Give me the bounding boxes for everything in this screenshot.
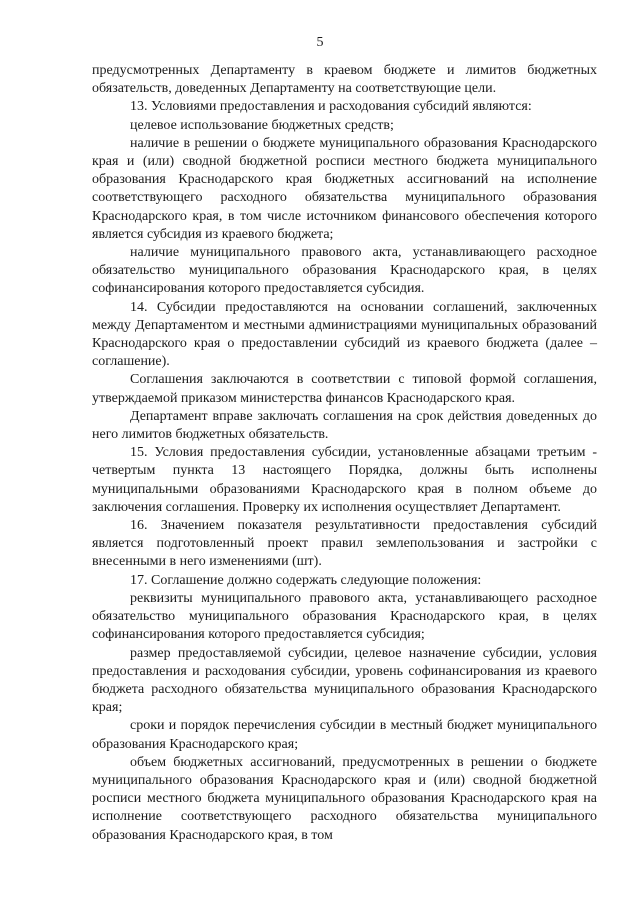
paragraph: реквизиты муниципального правового акта, устанавливающего расходное обязательство муниципального образования Краснодарского края, в целях софинансирования которого предоставляется субсидия;	[92, 590, 597, 643]
paragraph: 16. Значением показателя результативности предоставления субсидий является подготовленный проект правил землепользования и застройки с внесенными в него изменениями (шт).	[92, 518, 597, 570]
paragraph: наличие в решении о бюджете муниципального образования Краснодарского края и (или) сводной бюджетной росписи местного бюджета муниципального образования Краснодарского края бюджетных ассигнований на исполнение соответствующего расходного обязательства муниципального образования Краснодарского края, в том числе источником финансового обеспечения которого является субсидия из краевого бюджета;	[92, 135, 597, 242]
paragraph: размер предоставляемой субсидии, целевое назначение субсидии, условия предоставления и расходования субсидии, уровень софинансирования из краевого бюджета расходного обязательства муниципального образования Краснодарского края;	[92, 645, 597, 716]
paragraph: сроки и порядок перечисления субсидии в местный бюджет муниципального образования Краснодарского края;	[92, 718, 597, 752]
paragraph: объем бюджетных ассигнований, предусмотренных в решении о бюджете муниципального образования Краснодарского края и (или) сводной бюджетной росписи местного бюджета муниципального образования Краснодарского края на исполнение соответствующего расходного обязательства муниципального образования Краснодарского края, в том	[92, 754, 597, 843]
paragraph: Департамент вправе заключать соглашения на срок действия доведенных до него лимитов бюджетных обязательств.	[92, 408, 597, 443]
paragraph: Соглашения заключаются в соответствии с типовой формой соглашения, утверждаемой приказом министерства финансов Краснодарского края.	[92, 372, 597, 406]
paragraph: 14. Субсидии предоставляются на основании соглашений, заключенных между Департаментом и местными администрациями муниципальных образований Краснодарского края о предоставлении субсидий из краевого бюджета (далее – соглашение).	[92, 299, 597, 370]
page-number: 5	[316, 35, 324, 50]
paragraph: целевое использование бюджетных средств;	[130, 117, 394, 133]
paragraph: наличие муниципального правового акта, устанавливающего расходное обязательство муниципального образования Краснодарского края, в целях софинансирования которого предоставляется субсидия.	[92, 245, 597, 297]
body-text	[92, 62, 597, 845]
paragraph: 17. Соглашение должно содержать следующие положения:	[130, 572, 482, 588]
paragraph: 15. Условия предоставления субсидии, установленные абзацами третьим - четвертым пункта 13 настоящего Порядка, должны быть исполнены муниципальными образованиями Краснодарского края в полном объеме до заключения соглашения. Проверку их исполнения осуществляет Департамент.	[92, 445, 597, 515]
paragraph: предусмотренных Департаменту в краевом бюджете и лимитов бюджетных обязательств, доведенных Департаменту на соответствующие цели.	[92, 63, 597, 97]
paragraph: 13. Условиями предоставления и расходования субсидий являются:	[130, 99, 532, 115]
